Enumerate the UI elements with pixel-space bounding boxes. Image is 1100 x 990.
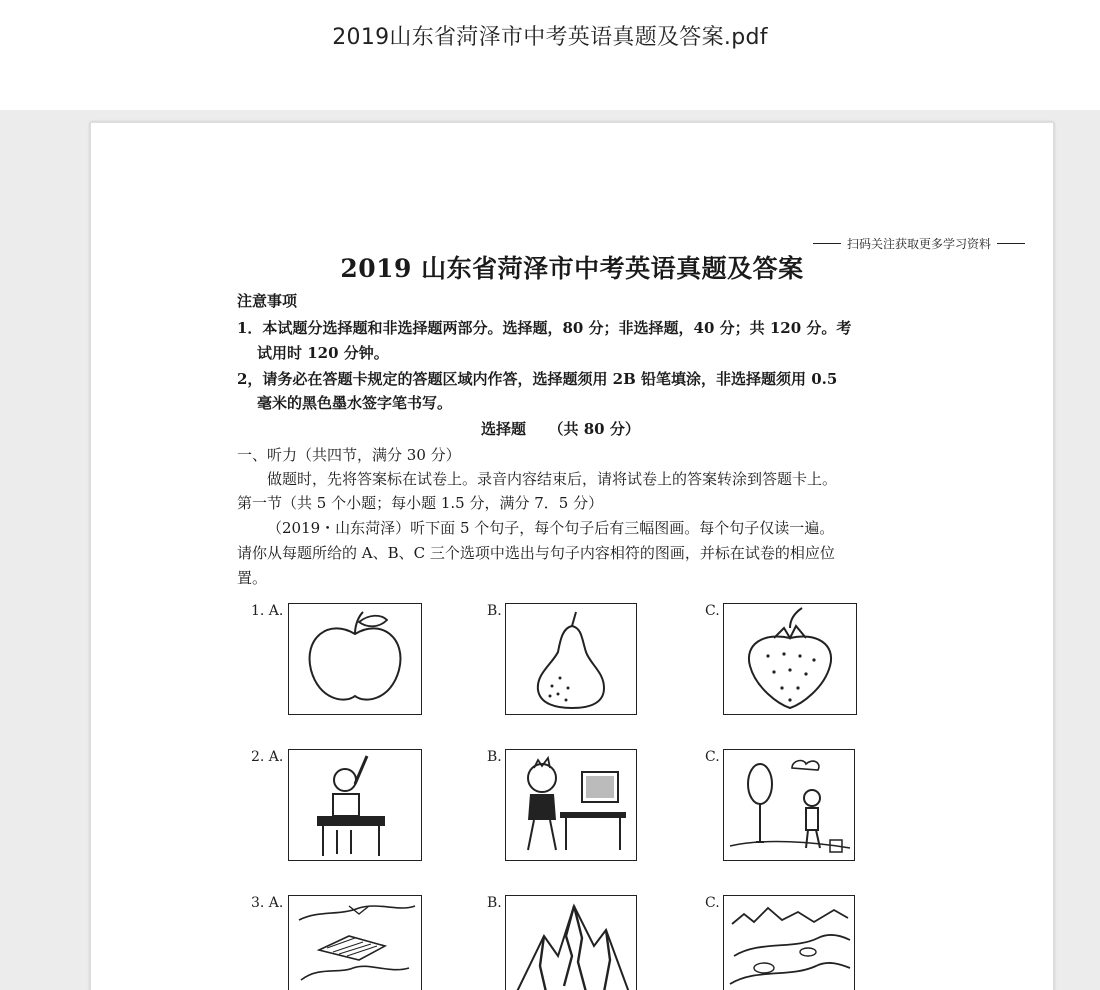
q3-a-label: 3. A. bbox=[251, 895, 284, 911]
farmland-icon bbox=[289, 896, 421, 990]
notice-item-2: 2，请务必在答题卡规定的答题区域内作答，选择题须用 2B 铅笔填涂，非选择题须用 0.5 bbox=[237, 370, 838, 388]
pear-icon bbox=[506, 604, 636, 714]
section-heading: 选择题 （共 80 分） bbox=[481, 420, 640, 438]
q2-c-label: C. bbox=[705, 749, 720, 765]
apple-picture bbox=[288, 603, 422, 715]
river-picture bbox=[723, 895, 855, 990]
paper-title: 2019 山东省菏泽市中考英语真题及答案 bbox=[340, 254, 804, 283]
notice-item-2-cont: 毫米的黑色墨水签字笔书写。 bbox=[257, 394, 453, 412]
q2-b-label: B. bbox=[487, 749, 502, 765]
apple-icon bbox=[289, 604, 421, 714]
title-bar bbox=[0, 0, 1100, 110]
part-1-heading: 一、听力（共四节，满分 30 分） bbox=[237, 446, 461, 464]
mountains-picture bbox=[505, 895, 637, 990]
instruction: 做题时，先将答案标在试卷上。录音内容结束后，请将试卷上的答案转涂到答题卡上。 bbox=[267, 470, 838, 488]
pear-picture bbox=[505, 603, 637, 715]
notice-item-1-cont: 试用时 120 分钟。 bbox=[257, 344, 389, 362]
strawberry-picture bbox=[723, 603, 857, 715]
tree-icon bbox=[724, 750, 854, 860]
q1-b-label: B. bbox=[487, 603, 502, 619]
computer-icon bbox=[506, 750, 636, 860]
boy-computer-picture bbox=[505, 749, 637, 861]
directions-2: 请你从每题所给的 A、B、C 三个选项中选出与句子内容相符的图画，并标在试卷的相应位 bbox=[237, 544, 835, 562]
student-desk-icon bbox=[289, 750, 421, 860]
boy-planting-picture bbox=[723, 749, 855, 861]
q1-a-label: 1. A. bbox=[251, 603, 284, 619]
directions-3: 置。 bbox=[237, 569, 268, 587]
q1-c-label: C. bbox=[705, 603, 720, 619]
q3-b-label: B. bbox=[487, 895, 502, 911]
directions-1: （2019・山东菏泽）听下面 5 个句子，每个句子后有三幅图画。每个句子仅读一遍。 bbox=[267, 519, 835, 537]
strawberry-icon bbox=[724, 604, 856, 714]
mountain-icon bbox=[506, 896, 636, 990]
student-raising-hand-picture bbox=[288, 749, 422, 861]
fields-picture bbox=[288, 895, 422, 990]
q2-a-label: 2. A. bbox=[251, 749, 284, 765]
notice-heading: 注意事项 bbox=[237, 292, 298, 310]
q3-c-label: C. bbox=[705, 895, 720, 911]
document-title: 2019山东省菏泽市中考英语真题及答案.pdf bbox=[332, 25, 768, 50]
pdf-page bbox=[90, 122, 1054, 990]
subsection-1: 第一节（共 5 个小题；每小题 1.5 分，满分 7．5 分） bbox=[237, 494, 604, 512]
notice-item-1: 1．本试题分选择题和非选择题两部分。选择题，80 分；非选择题，40 分；共 120 分。考 bbox=[237, 319, 852, 337]
watermark-text: 扫码关注获取更多学习资料 bbox=[846, 237, 991, 251]
pdf-viewer[interactable] bbox=[0, 110, 1100, 990]
river-icon bbox=[724, 896, 854, 990]
